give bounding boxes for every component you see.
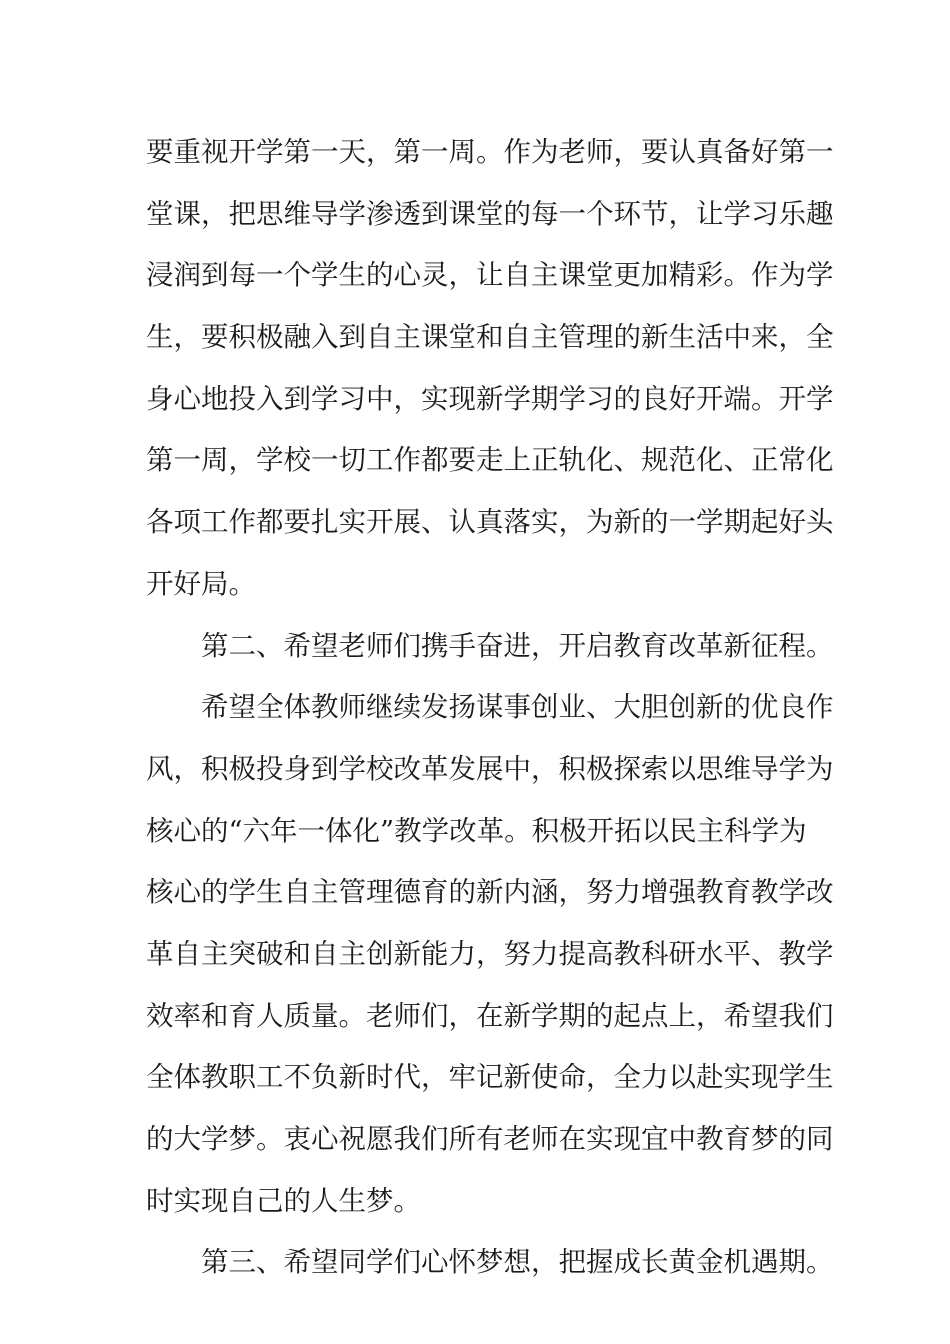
text-line: 效率和育人质量。老师们，在新学期的起点上，希望我们 [146, 999, 834, 1032]
text-line: 的大学梦。衷心祝愿我们所有老师在实现宜中教育梦的同 [146, 1123, 834, 1155]
text-line: 第一周，学校一切工作都要走上正轨化、规范化、正常化 [146, 444, 834, 477]
text-line: 生，要积极融入到自主课堂和自主管理的新生活中来，全 [146, 321, 834, 354]
section-heading-3: 第三、希望同学们心怀梦想，把握成长黄金机遇期。 [201, 1246, 834, 1279]
text-line: 核心的“六年一体化”教学改革。积极开拓以民主科学为 [146, 814, 807, 847]
text-line: 全体教职工不负新时代，牢记新使命，全力以赴实现学生 [146, 1061, 834, 1094]
text-line: 浸润到每一个学生的心灵，让自主课堂更加精彩。作为学 [146, 259, 834, 292]
text-line: 要重视开学第一天，第一周。作为老师，要认真备好第一 [146, 136, 834, 168]
section-heading-2: 第二、希望老师们携手奋进，开启教育改革新征程。 [201, 629, 834, 662]
text-line: 核心的学生自主管理德育的新内涵，努力增强教育教学改 [146, 876, 834, 909]
text-line: 开好局。 [146, 567, 256, 600]
body-text [146, 122, 834, 1294]
text-line: 革自主突破和自主创新能力，努力提高教科研水平、教学 [146, 937, 834, 970]
text-line: 堂课，把思维导学渗透到课堂的每一个环节，让学习乐趣 [146, 197, 834, 230]
text-line: 风，积极投身到学校改革发展中，积极探索以思维导学为 [146, 752, 834, 785]
text-line: 各项工作都要扎实开展、认真落实，为新的一学期起好头 [146, 506, 834, 539]
text-line: 身心地投入到学习中，实现新学期学习的良好开端。开学 [146, 382, 834, 415]
text-line: 希望全体教师继续发扬谋事创业、大胆创新的优良作 [201, 691, 834, 724]
text-line: 时实现自己的人生梦。 [146, 1184, 421, 1217]
